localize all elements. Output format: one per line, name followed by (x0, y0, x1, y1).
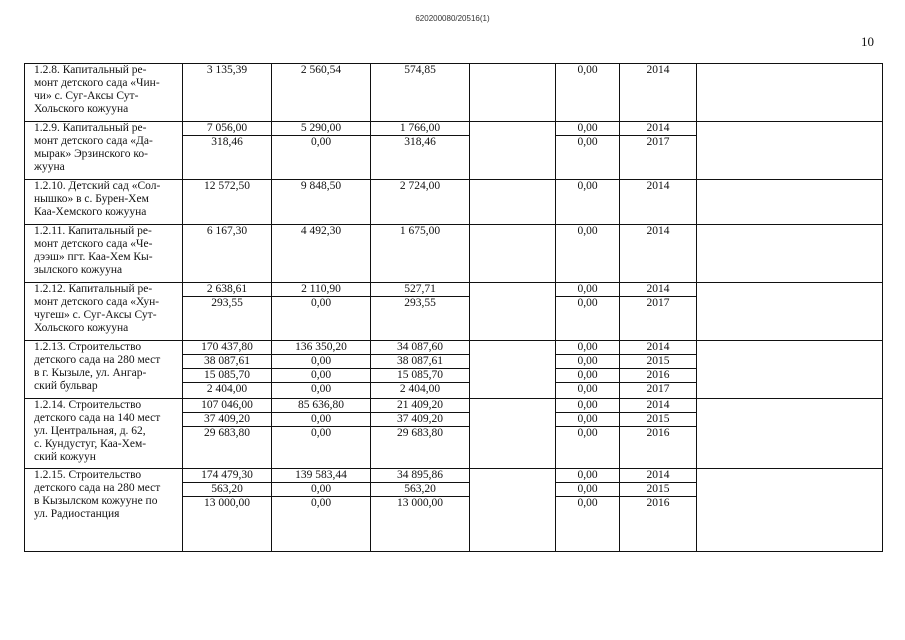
description-line: 1.2.14. Строительство (34, 399, 142, 411)
value-line: 13 000,00 (397, 497, 443, 509)
year-cell (620, 122, 697, 180)
item-description (25, 122, 183, 180)
table-row (25, 122, 883, 180)
description-line: ул. Радиостанция (34, 508, 120, 520)
notes-cell (697, 341, 883, 399)
table-row (25, 180, 883, 225)
description-line: мырак» Эрзинского ко- (34, 148, 148, 160)
notes-cell (697, 180, 883, 225)
value-line: 2015 (620, 413, 696, 427)
value-line: 2014 (646, 225, 670, 237)
table-row (25, 399, 883, 469)
value-line: 0,00 (556, 122, 619, 136)
description-line: Хольского кожууна (34, 322, 129, 334)
year-cell (620, 341, 697, 399)
value-line: 3 135,39 (206, 64, 248, 76)
item-description (25, 341, 183, 399)
description-line: ский бульвар (34, 380, 98, 392)
total-amount-cell (183, 283, 272, 341)
total-amount-cell (183, 122, 272, 180)
total-amount-cell (183, 469, 272, 552)
other-sources-cell (556, 122, 620, 180)
value-line: 527,71 (371, 283, 469, 297)
value-line: 2017 (646, 383, 670, 395)
value-line: 0,00 (577, 180, 598, 192)
notes-cell (697, 283, 883, 341)
value-line: 4 492,30 (300, 225, 342, 237)
item-description (25, 225, 183, 283)
value-line: 15 085,70 (371, 369, 469, 383)
federal-budget-cell (272, 399, 371, 469)
value-line: 0,00 (556, 283, 619, 297)
value-line: 2017 (646, 297, 670, 309)
value-line: 139 583,44 (272, 469, 370, 483)
value-line: 1 675,00 (399, 225, 441, 237)
description-line: 1.2.11. Капитальный ре- (34, 225, 152, 237)
federal-budget-cell (272, 225, 371, 283)
regional-budget-cell (371, 225, 470, 283)
value-line: 293,55 (404, 297, 436, 309)
value-line: 170 437,80 (183, 341, 271, 355)
value-line: 13 000,00 (204, 497, 250, 509)
value-line: 0,00 (272, 413, 370, 427)
value-line: 2 560,54 (300, 64, 342, 76)
value-line: 38 087,61 (183, 355, 271, 369)
total-amount-cell (183, 225, 272, 283)
value-line: 0,00 (556, 355, 619, 369)
description-line: монт детского сада «Че- (34, 238, 153, 250)
description-line: детского сада на 280 мест (34, 482, 161, 494)
value-line: 2014 (620, 469, 696, 483)
regional-budget-cell (371, 283, 470, 341)
value-line: 0,00 (556, 369, 619, 383)
year-cell (620, 225, 697, 283)
description-line: Каа-Хемского кожууна (34, 206, 147, 218)
value-line: 2 724,00 (399, 180, 441, 192)
table-row (25, 225, 883, 283)
description-line: ский кожуун (34, 451, 96, 463)
value-line: 0,00 (310, 427, 332, 439)
description-line: зылского кожууна (34, 264, 123, 276)
value-line: 0,00 (556, 341, 619, 355)
table-row (25, 64, 883, 122)
notes-cell (697, 399, 883, 469)
notes-cell (697, 225, 883, 283)
value-line: 2014 (620, 341, 696, 355)
description-line: 1.2.9. Капитальный ре- (34, 122, 147, 134)
regional-budget-cell (371, 341, 470, 399)
municipal-budget-cell (470, 64, 556, 122)
value-line: 9 848,50 (300, 180, 342, 192)
description-line: чугеш» с. Суг-Аксы Сут- (34, 309, 157, 321)
regional-budget-cell (371, 399, 470, 469)
year-cell (620, 469, 697, 552)
value-line: 2 404,00 (206, 383, 248, 395)
total-amount-cell (183, 341, 272, 399)
value-line: 2 110,90 (272, 283, 370, 297)
year-cell (620, 399, 697, 469)
total-amount-cell (183, 64, 272, 122)
value-line: 2017 (646, 136, 670, 148)
description-line: в г. Кызыле, ул. Ангар- (34, 367, 147, 379)
description-line: монт детского сада «Хун- (34, 296, 160, 308)
description-line: в Кызылском кожууне по (34, 495, 158, 507)
value-line: 563,20 (371, 483, 469, 497)
description-line: 1.2.12. Капитальный ре- (34, 283, 153, 295)
value-line: 0,00 (272, 483, 370, 497)
value-line: 0,00 (272, 369, 370, 383)
regional-budget-cell (371, 180, 470, 225)
value-line: 0,00 (556, 483, 619, 497)
regional-budget-cell (371, 64, 470, 122)
description-line: 1.2.13. Строительство (34, 341, 142, 353)
value-line: 0,00 (577, 64, 598, 76)
value-line: 318,46 (211, 136, 243, 148)
municipal-budget-cell (470, 122, 556, 180)
year-cell (620, 180, 697, 225)
value-line: 2015 (620, 483, 696, 497)
description-line: дээш» пгт. Каа-Хем Кы- (34, 251, 153, 263)
other-sources-cell (556, 180, 620, 225)
value-line: 0,00 (310, 383, 332, 395)
value-line: 34 087,60 (371, 341, 469, 355)
value-line: 7 056,00 (183, 122, 271, 136)
value-line: 0,00 (556, 413, 619, 427)
item-description (25, 283, 183, 341)
value-line: 2014 (620, 283, 696, 297)
other-sources-cell (556, 469, 620, 552)
value-line: 2014 (620, 399, 696, 413)
federal-budget-cell (272, 180, 371, 225)
regional-budget-cell (371, 469, 470, 552)
description-line: 1.2.8. Капитальный ре- (34, 64, 147, 76)
description-line: Хольского кожууна (34, 103, 129, 115)
description-line: с. Кундустуг, Каа-Хем- (34, 438, 147, 450)
item-description (25, 399, 183, 469)
description-line: нышко» в с. Бурен-Хем (34, 193, 149, 205)
value-line: 0,00 (577, 497, 598, 509)
item-description (25, 180, 183, 225)
value-line: 29 683,80 (397, 427, 443, 439)
budget-table (24, 63, 883, 552)
value-line: 0,00 (272, 355, 370, 369)
table-row (25, 469, 883, 552)
total-amount-cell (183, 399, 272, 469)
notes-cell (697, 469, 883, 552)
description-line: детского сада на 140 мест (34, 412, 161, 424)
description-line: жууна (34, 161, 65, 173)
municipal-budget-cell (470, 399, 556, 469)
description-line: монт детского сада «Чин- (34, 77, 160, 89)
table-row (25, 341, 883, 399)
document-id: 620200080/20516(1) (415, 14, 490, 23)
value-line: 0,00 (577, 297, 598, 309)
value-line: 574,85 (404, 64, 436, 76)
federal-budget-cell (272, 283, 371, 341)
value-line: 2014 (620, 122, 696, 136)
notes-cell (697, 64, 883, 122)
table-row (25, 283, 883, 341)
value-line: 0,00 (577, 225, 598, 237)
value-line: 15 085,70 (183, 369, 271, 383)
total-amount-cell (183, 180, 272, 225)
value-line: 563,20 (183, 483, 271, 497)
value-line: 2016 (646, 427, 670, 439)
value-line: 85 636,80 (272, 399, 370, 413)
value-line: 37 409,20 (371, 413, 469, 427)
value-line: 0,00 (556, 399, 619, 413)
value-line: 1 766,00 (371, 122, 469, 136)
notes-cell (697, 122, 883, 180)
value-line: 6 167,30 (206, 225, 248, 237)
municipal-budget-cell (470, 180, 556, 225)
value-line: 0,00 (310, 497, 332, 509)
item-description (25, 64, 183, 122)
value-line: 12 572,50 (204, 180, 250, 192)
value-line: 0,00 (556, 469, 619, 483)
value-line: 174 479,30 (183, 469, 271, 483)
value-line: 5 290,00 (272, 122, 370, 136)
other-sources-cell (556, 399, 620, 469)
federal-budget-cell (272, 469, 371, 552)
value-line: 318,46 (404, 136, 436, 148)
description-line: 1.2.15. Строительство (34, 469, 142, 481)
item-description (25, 469, 183, 552)
value-line: 38 087,61 (371, 355, 469, 369)
municipal-budget-cell (470, 469, 556, 552)
year-cell (620, 283, 697, 341)
federal-budget-cell (272, 341, 371, 399)
description-line: 1.2.10. Детский сад «Сол- (34, 180, 161, 192)
page-number: 10 (861, 34, 874, 49)
description-line: чи» с. Суг-Аксы Сут- (34, 90, 139, 102)
value-line: 2014 (646, 64, 670, 76)
value-line: 2016 (646, 497, 670, 509)
other-sources-cell (556, 341, 620, 399)
value-line: 37 409,20 (183, 413, 271, 427)
other-sources-cell (556, 64, 620, 122)
value-line: 2016 (620, 369, 696, 383)
value-line: 0,00 (310, 297, 332, 309)
federal-budget-cell (272, 122, 371, 180)
federal-budget-cell (272, 64, 371, 122)
value-line: 21 409,20 (371, 399, 469, 413)
other-sources-cell (556, 225, 620, 283)
value-line: 2014 (646, 180, 670, 192)
description-line: ул. Центральная, д. 62, (34, 425, 146, 437)
value-line: 0,00 (310, 136, 332, 148)
other-sources-cell (556, 283, 620, 341)
value-line: 29 683,80 (204, 427, 250, 439)
municipal-budget-cell (470, 341, 556, 399)
municipal-budget-cell (470, 225, 556, 283)
description-line: детского сада на 280 мест (34, 354, 161, 366)
value-line: 2 638,61 (183, 283, 271, 297)
regional-budget-cell (371, 122, 470, 180)
description-line: монт детского сада «Да- (34, 135, 153, 147)
value-line: 107 046,00 (183, 399, 271, 413)
year-cell (620, 64, 697, 122)
value-line: 0,00 (577, 383, 598, 395)
value-line: 0,00 (577, 136, 598, 148)
municipal-budget-cell (470, 283, 556, 341)
value-line: 34 895,86 (371, 469, 469, 483)
value-line: 2 404,00 (399, 383, 441, 395)
value-line: 136 350,20 (272, 341, 370, 355)
value-line: 2015 (620, 355, 696, 369)
value-line: 293,55 (211, 297, 243, 309)
value-line: 0,00 (577, 427, 598, 439)
